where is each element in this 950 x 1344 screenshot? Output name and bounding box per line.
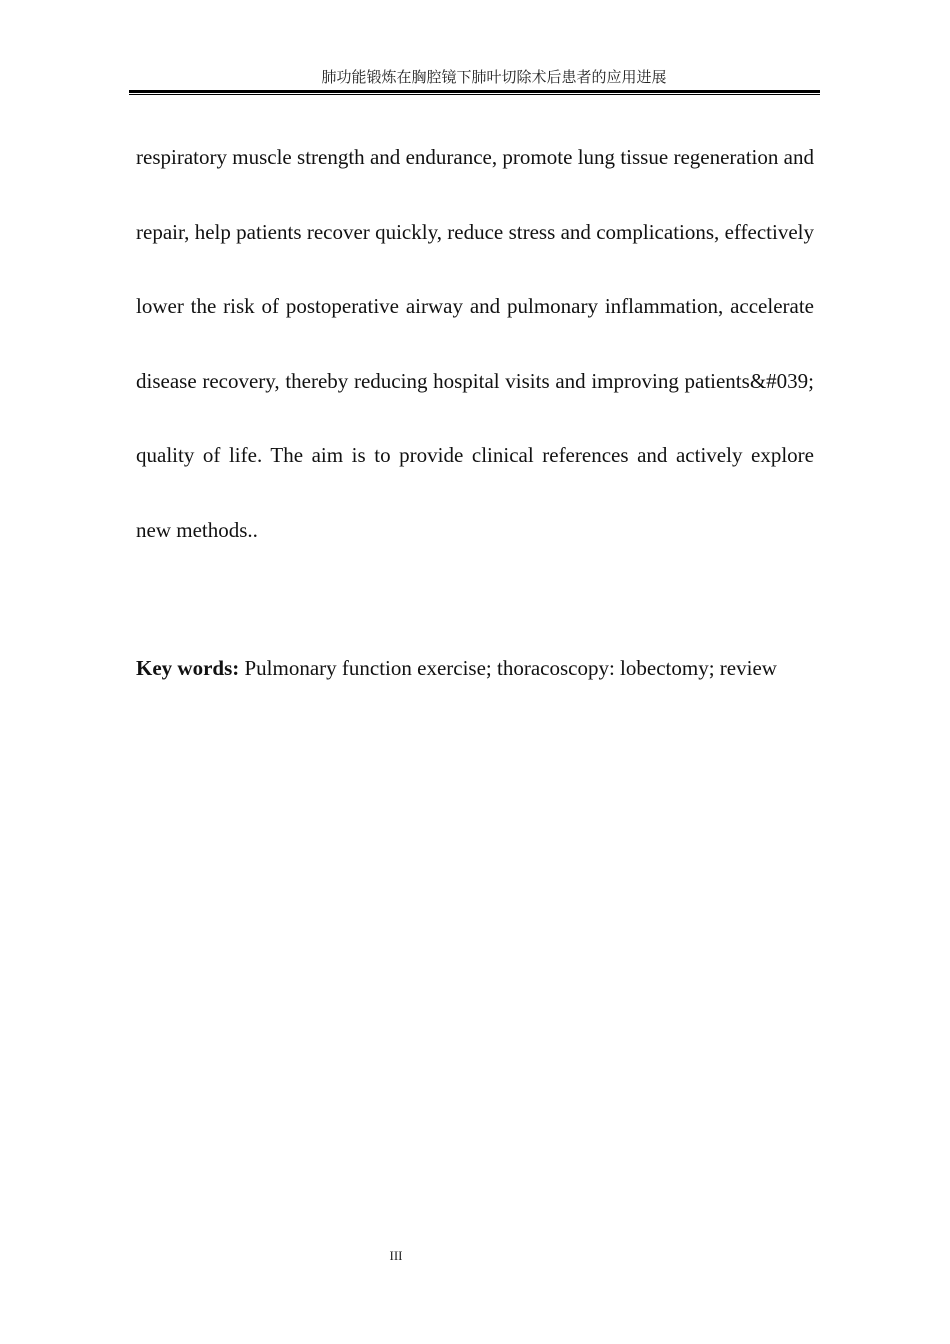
abstract-paragraph: respiratory muscle strength and endurance, promote lung tissue regeneration and repair, help patients recover quickly, reduce stress and complications, effectively lower the risk of postoperative airway and pulmonary inflammation, accelerate disease recovery, thereby reducing hospital visits and improving patients&#039; quality of life. The aim is to provide clinical references and actively explore new methods.. xyxy=(136,145,814,542)
keywords-paragraph xyxy=(136,631,814,705)
page-number: III xyxy=(389,1248,403,1263)
running-header: 肺功能锻炼在胸腔镜下肺叶切除术后患者的应用进展 xyxy=(321,70,667,86)
keywords-text: Pulmonary function exercise; thoracoscopy: lobectomy; review xyxy=(244,656,777,680)
keywords-label: Key words: xyxy=(136,656,240,680)
header-rule xyxy=(129,90,820,95)
